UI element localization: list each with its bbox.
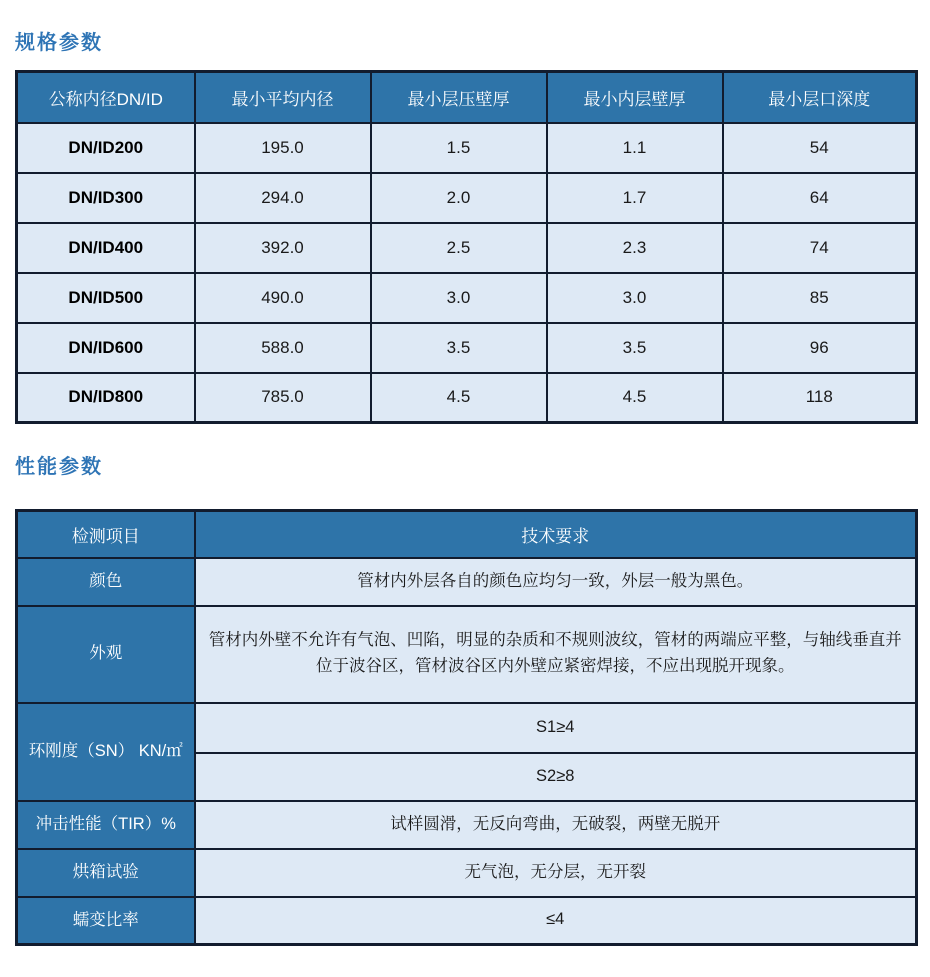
perf-header-row — [17, 511, 917, 558]
spec-id-cell: DN/ID400 — [17, 223, 195, 273]
spec-header-cell: 最小层压壁厚 — [371, 72, 547, 123]
spec-value-cell: 3.5 — [371, 323, 547, 373]
table-row — [17, 897, 917, 945]
spec-value-cell: 490.0 — [195, 273, 371, 323]
perf-req-cell: S2≥8 — [195, 753, 917, 801]
spec-value-cell: 96 — [723, 323, 917, 373]
perf-req-cell: 试样圆滑，无反向弯曲，无破裂，两壁无脱开 — [195, 801, 917, 849]
table-row — [17, 123, 917, 173]
spec-value-cell: 4.5 — [547, 373, 723, 423]
spec-header-cell: 最小内层壁厚 — [547, 72, 723, 123]
perf-item-cell: 颜色 — [17, 558, 195, 606]
perf-header-cell: 检测项目 — [17, 511, 195, 558]
spec-id-cell: DN/ID600 — [17, 323, 195, 373]
perf-header-cell: 技术要求 — [195, 511, 917, 558]
spec-id-cell: DN/ID800 — [17, 373, 195, 423]
spec-value-cell: 54 — [723, 123, 917, 173]
table-row — [17, 173, 917, 223]
spec-value-cell: 74 — [723, 223, 917, 273]
spec-value-cell: 1.7 — [547, 173, 723, 223]
spec-value-cell: 3.0 — [547, 273, 723, 323]
spec-id-cell: DN/ID300 — [17, 173, 195, 223]
spec-value-cell: 2.0 — [371, 173, 547, 223]
spec-value-cell: 1.1 — [547, 123, 723, 173]
table-row — [17, 703, 917, 753]
table-row — [17, 323, 917, 373]
spec-header-cell: 最小层口深度 — [723, 72, 917, 123]
spec-value-cell: 64 — [723, 173, 917, 223]
spec-value-cell: 85 — [723, 273, 917, 323]
spec-header-cell: 公称内径DN/ID — [17, 72, 195, 123]
table-row — [17, 801, 917, 849]
spec-header-row — [17, 72, 917, 123]
spec-value-cell: 195.0 — [195, 123, 371, 173]
table-row — [17, 558, 917, 606]
spec-id-cell: DN/ID500 — [17, 273, 195, 323]
perf-req-cell: 无气泡，无分层，无开裂 — [195, 849, 917, 897]
perf-req-cell: ≤4 — [195, 897, 917, 945]
spec-value-cell: 392.0 — [195, 223, 371, 273]
perf-item-cell: 外观 — [17, 606, 195, 703]
perf-item-cell: 环刚度（SN） KN/㎡ — [17, 703, 195, 801]
spec-table — [15, 70, 918, 424]
spec-value-cell: 3.0 — [371, 273, 547, 323]
table-row — [17, 223, 917, 273]
spec-id-cell: DN/ID200 — [17, 123, 195, 173]
spec-value-cell: 294.0 — [195, 173, 371, 223]
perf-req-cell: 管材内外壁不允许有气泡、凹陷，明显的杂质和不规则波纹，管材的两端应平整，与轴线垂直并位于波谷区，管材波谷区内外壁应紧密焊接，不应出现脱开现象。 — [195, 606, 917, 703]
table-row — [17, 849, 917, 897]
perf-item-cell: 蠕变比率 — [17, 897, 195, 945]
spec-value-cell: 588.0 — [195, 323, 371, 373]
spec-value-cell: 2.5 — [371, 223, 547, 273]
spec-value-cell: 118 — [723, 373, 917, 423]
table-row — [17, 373, 917, 423]
spec-section-title: 规格参数 — [15, 32, 103, 54]
spec-value-cell: 2.3 — [547, 223, 723, 273]
spec-value-cell: 785.0 — [195, 373, 371, 423]
spec-header-cell: 最小平均内径 — [195, 72, 371, 123]
perf-req-cell: 管材内外层各自的颜色应均匀一致，外层一般为黑色。 — [195, 558, 917, 606]
perf-item-cell: 冲击性能（TIR）% — [17, 801, 195, 849]
perf-item-cell: 烘箱试验 — [17, 849, 195, 897]
table-row — [17, 606, 917, 703]
perf-req-cell: S1≥4 — [195, 703, 917, 753]
spec-value-cell: 1.5 — [371, 123, 547, 173]
spec-value-cell: 4.5 — [371, 373, 547, 423]
perf-table — [15, 509, 918, 946]
perf-section-title: 性能参数 — [15, 456, 103, 478]
table-row — [17, 273, 917, 323]
spec-value-cell: 3.5 — [547, 323, 723, 373]
